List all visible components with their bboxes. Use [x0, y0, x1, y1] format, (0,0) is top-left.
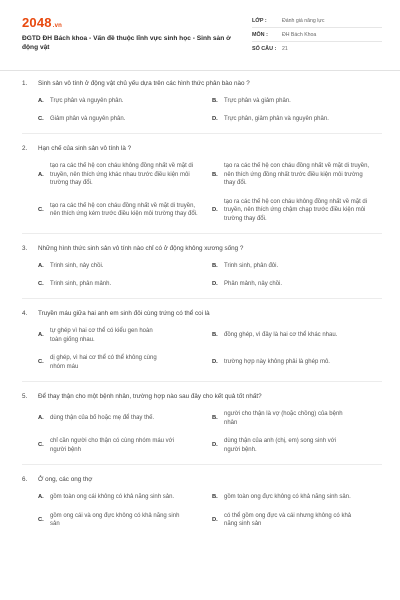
- option-text: Phân mảnh, nảy chồi.: [224, 280, 283, 287]
- meta-value: 21: [282, 46, 288, 52]
- option-grid: [38, 410, 382, 427]
- exam-title: ĐGTD ĐH Bách khoa - Vấn đề thuộc lĩnh vực sinh học - Sinh sản ở động vật: [22, 35, 231, 51]
- option-d[interactable]: [212, 512, 386, 529]
- question-divider: [22, 233, 382, 234]
- meta-label: MÔN :: [252, 31, 268, 38]
- option-key: B.: [212, 494, 218, 500]
- option-text: Trực phân và giảm phân.: [224, 98, 291, 104]
- question-stem: Những hình thức sinh sản vô tính nào chỉ có ở động không xương sống ?: [38, 245, 244, 252]
- option-text: gồm toàn ong cái không có khả năng sinh sản.: [50, 494, 175, 500]
- option-grid: [38, 493, 382, 502]
- option-grid: [38, 262, 382, 271]
- site-logo[interactable]: [22, 15, 62, 30]
- question-number: 6.: [22, 476, 28, 483]
- meta-row-class: [252, 14, 382, 28]
- meta-row-count: [252, 42, 382, 56]
- option-a[interactable]: [38, 410, 212, 427]
- option-text: tạo ra các thế hệ con cháu đồng nhất về mặt di truyền, nên thích ứng kém trước điều kiện môi trường thay đổi.: [50, 202, 198, 218]
- option-grid: [38, 198, 382, 224]
- meta-label: LỚP :: [252, 17, 267, 24]
- option-text: Trực phân và nguyên phân.: [50, 98, 124, 104]
- logo-suffix: .vn: [52, 23, 63, 29]
- option-a[interactable]: [38, 262, 212, 271]
- option-key: A.: [38, 171, 44, 178]
- option-c[interactable]: [38, 280, 212, 289]
- option-d[interactable]: [212, 198, 386, 224]
- option-a[interactable]: [38, 327, 212, 344]
- question-stem: Hạn chế của sinh sản vô tính là ?: [38, 145, 132, 152]
- option-text: chỉ cần người cho thận có cùng nhóm máu với người bệnh: [50, 438, 174, 453]
- option-key: B.: [212, 171, 218, 178]
- option-key: C.: [38, 115, 44, 122]
- option-d[interactable]: [212, 354, 386, 371]
- option-text: người cho thận là vợ (hoặc chồng) của bệnh nhân: [224, 411, 343, 426]
- question-number: 2.: [22, 145, 28, 152]
- exam-meta: [252, 14, 382, 56]
- option-b[interactable]: [212, 327, 386, 344]
- option-b[interactable]: [212, 97, 386, 106]
- meta-value: Đánh giá năng lực: [282, 17, 325, 24]
- option-key: B.: [212, 98, 218, 104]
- option-text: tạo ra các thế hệ con cháu đồng nhất về mặt di truyền, nên thích ứng đồng nhất trước điều kiện môi trường thay đổi.: [224, 163, 370, 186]
- option-c[interactable]: [38, 198, 212, 224]
- question-1: [0, 79, 400, 134]
- meta-row-subject: [252, 28, 382, 42]
- option-text: gồm ong cái và ong đực không có khả năng sinh sản: [50, 512, 180, 527]
- option-key: A.: [38, 494, 44, 500]
- question-divider: [22, 298, 382, 299]
- option-key: D.: [212, 280, 218, 287]
- option-key: B.: [212, 263, 218, 269]
- option-key: C.: [38, 516, 44, 523]
- option-d[interactable]: [212, 115, 386, 124]
- option-text: dị ghép, vì hai cơ thể có thể không cùng nhóm máu: [50, 355, 157, 370]
- option-key: C.: [38, 207, 44, 213]
- question-number: 5.: [22, 393, 28, 400]
- question-stem: Để thay thận cho một bệnh nhân, trường hợp nào sau đây cho kết quả tốt nhất?: [38, 393, 262, 400]
- question-number: 4.: [22, 310, 28, 317]
- option-c[interactable]: [38, 354, 212, 371]
- option-key: D.: [212, 442, 218, 449]
- option-text: Giảm phân và nguyên phân.: [50, 115, 126, 122]
- question-stem: Ở ong, các ong thợ: [38, 476, 93, 483]
- option-text: dùng thận của anh (chị, em) song sinh với người bệnh.: [224, 438, 336, 453]
- option-text: tự ghép vì hai cơ thể có kiểu gen hoàn toàn giống nhau.: [50, 328, 153, 343]
- question-text: [22, 309, 382, 318]
- option-text: dùng thận của bố hoặc mẹ để thay thế.: [50, 415, 155, 422]
- option-grid: [38, 327, 382, 344]
- option-b[interactable]: [212, 493, 386, 502]
- question-5: [0, 392, 400, 465]
- exam-header: [0, 0, 400, 66]
- meta-value: ĐH Bách Khoa: [282, 31, 317, 38]
- question-4: [0, 309, 400, 382]
- option-d[interactable]: [212, 280, 386, 289]
- option-text: Trực phân, giảm phân và nguyên phân.: [224, 115, 329, 122]
- option-b[interactable]: [212, 162, 386, 188]
- option-key: B.: [212, 415, 218, 422]
- option-a[interactable]: [38, 493, 212, 502]
- option-key: D.: [212, 516, 218, 523]
- question-6: [0, 475, 400, 529]
- option-text: Trinh sinh, nảy chồi.: [50, 263, 104, 269]
- option-text: có thể gồm ong đực và cái nhưng không có khả năng sinh sản: [224, 512, 352, 527]
- logo-text: 2048: [22, 15, 52, 30]
- header-divider: [0, 70, 400, 71]
- question-stem: Truyền máu giữa hai anh em sinh đôi cùng trứng có thể coi là: [38, 310, 210, 317]
- option-text: Trinh sinh, phân mảnh.: [50, 280, 112, 287]
- option-text: gồm toàn ong đực không có khả năng sinh sản.: [224, 494, 351, 500]
- question-divider: [22, 464, 382, 465]
- option-key: A.: [38, 415, 44, 422]
- question-2: [0, 144, 400, 234]
- option-c[interactable]: [38, 437, 212, 454]
- option-text: Trinh sinh, phân đôi.: [224, 263, 279, 269]
- option-grid: [38, 354, 382, 371]
- option-key: A.: [38, 263, 44, 269]
- option-key: C.: [38, 442, 44, 449]
- option-text: trường hợp này không phải là ghép mô.: [224, 359, 330, 366]
- option-c[interactable]: [38, 512, 212, 529]
- option-grid: [38, 162, 382, 188]
- option-grid: [38, 437, 382, 454]
- option-key: C.: [38, 359, 44, 366]
- question-number: 3.: [22, 245, 28, 252]
- question-stem: Sinh sản vô tính ở động vật chủ yếu dựa trên các hình thức phân bào nào ?: [38, 80, 250, 87]
- question-number: 1.: [22, 80, 28, 87]
- option-b[interactable]: [212, 262, 386, 271]
- option-d[interactable]: [212, 437, 386, 454]
- option-text: đồng ghép, vì đây là hai cơ thể khác nhau.: [224, 332, 338, 339]
- question-text: [22, 392, 382, 401]
- option-key: D.: [212, 115, 218, 122]
- option-text: tạo ra các thế hệ con cháu không đồng nhất về mặt di truyền, nên thích ứng khác nhau trước điều kiện môi trường thay đổi.: [50, 163, 194, 186]
- question-text: [22, 475, 382, 484]
- option-key: D.: [212, 359, 218, 366]
- question-3: [0, 244, 400, 299]
- option-text: tạo ra các thế hệ con cháu không đồng nhất về mặt di truyền, nên thích ứng chậm chạp trước điều kiện môi trường thay đổi.: [224, 198, 368, 222]
- option-key: A.: [38, 98, 44, 104]
- option-key: A.: [38, 332, 44, 339]
- option-grid: [38, 97, 382, 106]
- question-text: [22, 144, 382, 153]
- question-divider: [22, 133, 382, 134]
- question-divider: [22, 381, 382, 382]
- option-grid: [38, 512, 382, 529]
- meta-label: SỐ CÂU :: [252, 46, 277, 52]
- option-key: D.: [212, 207, 218, 213]
- option-grid: [38, 280, 382, 289]
- option-a[interactable]: [38, 162, 212, 188]
- option-grid: [38, 115, 382, 124]
- option-b[interactable]: [212, 410, 386, 427]
- question-text: [22, 244, 382, 253]
- option-key: C.: [38, 280, 44, 287]
- question-text: [22, 79, 382, 88]
- option-a[interactable]: [38, 97, 212, 106]
- option-key: B.: [212, 332, 218, 339]
- option-c[interactable]: [38, 115, 212, 124]
- question-list: [0, 79, 400, 529]
